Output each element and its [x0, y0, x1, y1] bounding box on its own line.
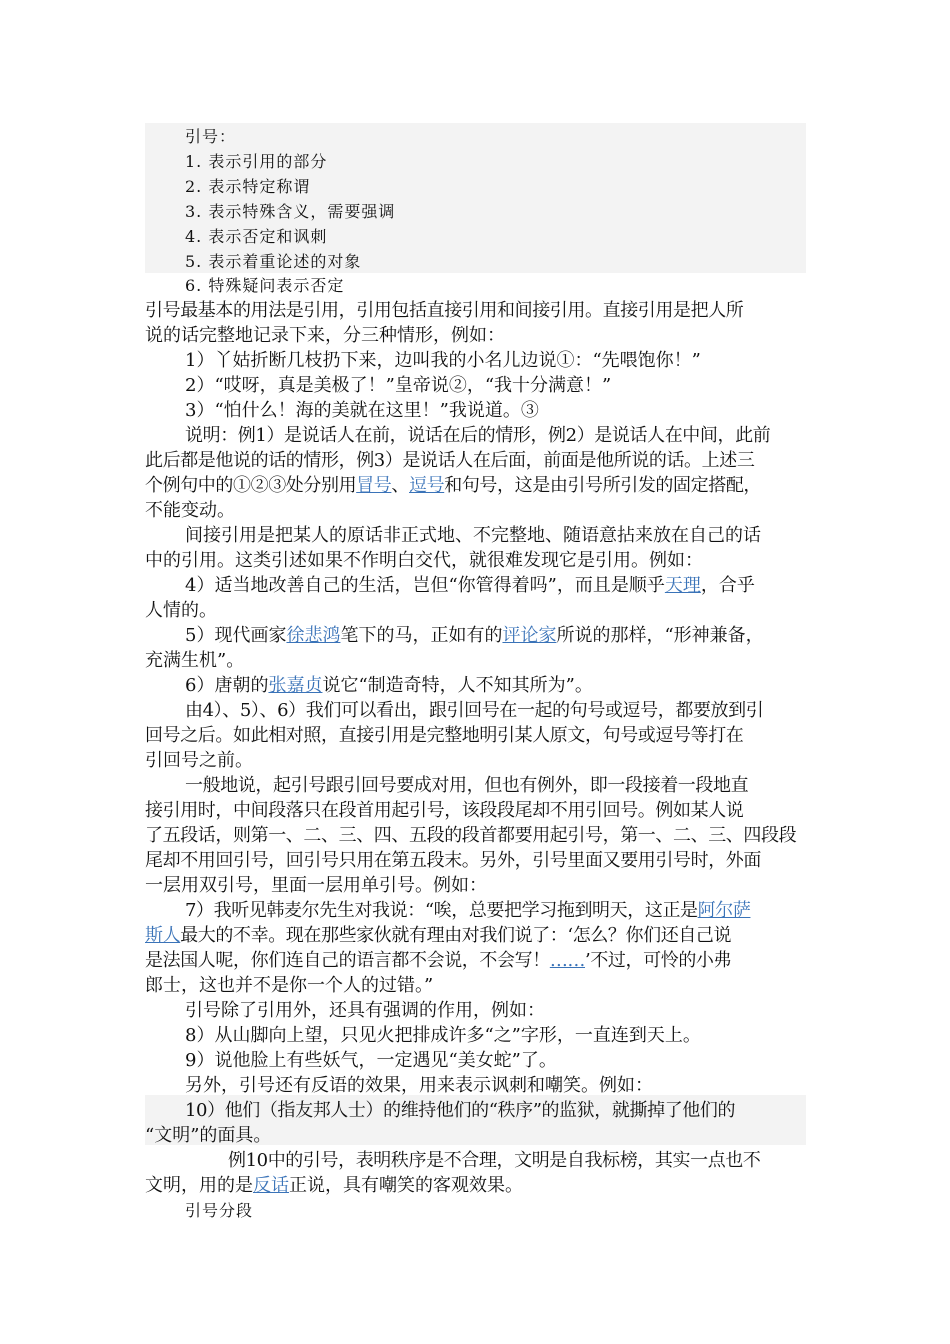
- text-segment: 6）唐朝的: [185, 675, 269, 696]
- example-line: 人情的。: [145, 600, 217, 621]
- paragraph-line: 另外，引号还有反语的效果，用来表示讽刺和嘲笑。例如：: [185, 1075, 653, 1096]
- link-zhang-jiazhen[interactable]: 张嘉贞: [268, 675, 323, 696]
- text-segment: 最大的不幸。现在那些家伙就有理由对我们说了：‘怎么？你们还自己说: [180, 925, 732, 946]
- text-segment: 、: [391, 475, 410, 496]
- text-segment: 文明，用的是: [145, 1175, 253, 1196]
- heading-item: 2. 表示特定称谓: [185, 177, 311, 196]
- heading-item: 6. 特殊疑问表示否定: [185, 276, 345, 295]
- example-line: 8）从山脚向上望，只见火把排成许多“之”字形，一直连到天上。: [185, 1025, 701, 1046]
- heading-title: 引号：: [185, 127, 237, 146]
- heading-item: 1. 表示引用的部分: [185, 152, 328, 171]
- section-footer: 引号分段: [185, 1201, 254, 1220]
- text-segment: 笔下的马，正如有的: [340, 625, 503, 646]
- text-segment: 5）现代画家: [185, 625, 287, 646]
- note-line: [145, 1173, 815, 1198]
- link-xu-beihong[interactable]: 徐悲鸿: [286, 625, 341, 646]
- paragraph-line: 间接引用是把某人的原话非正式地、不完整地、随语意拈来放在自己的话: [185, 525, 761, 546]
- example-line: 1）丫姑折断几枝扔下来，边叫我的小名儿边说①：“先喂饱你！”: [185, 350, 701, 371]
- link-critic[interactable]: 评论家: [502, 625, 557, 646]
- note-line: 此后都是他说的话的情形，例3）是说话人在后面，前面是他所说的话。上述三: [145, 450, 755, 471]
- text-segment: 4）适当地改善自己的生活，岂但“你管得着吗”，而且是顺乎: [185, 575, 665, 596]
- note-line: 例10中的引号，表明秩序是不合理，文明是自我标榜，其实一点也不: [228, 1150, 761, 1171]
- link-alsace-cont[interactable]: 斯人: [145, 925, 181, 946]
- paragraph-line: 了五段话，则第一、二、三、四、五段的段首都要用起引号，第一、二、三、四段段: [145, 825, 797, 846]
- text-segment: 正说，具有嘲笑的客观效果。: [289, 1175, 523, 1196]
- example-line: 9）说他脸上有些妖气，一定遇见“美女蛇”了。: [185, 1050, 557, 1071]
- text-segment: 和句号，这是由引号所引发的固定搭配，: [444, 475, 762, 496]
- link-comma[interactable]: 逗号: [409, 475, 445, 496]
- paragraph-line: 说的话完整地记录下来，分三种情形，例如：: [145, 325, 505, 346]
- link-tianli[interactable]: 天理: [664, 575, 701, 596]
- example-line: 3）“怕什么！海的美就在这里！”我说道。③: [185, 400, 539, 421]
- paragraph-line: 引号最基本的用法是引用，引用包括直接引用和间接引用。直接引用是把人所: [145, 300, 744, 321]
- link-irony[interactable]: 反话: [253, 1175, 289, 1196]
- example-line: [185, 573, 855, 598]
- paragraph-line: 回号之后。如此相对照，直接引用是完整地明引某人原文，句号或逗号等打在: [145, 725, 744, 746]
- heading-item: 4. 表示否定和讽刺: [185, 227, 328, 246]
- example-line: 充满生机”。: [145, 650, 245, 671]
- note-line: 不能变动。: [145, 500, 235, 521]
- paragraph-line: 一般地说，起引号跟引回号要成对用，但也有例外，即一段接着一段地直: [185, 775, 749, 796]
- note-line: 说明：例1）是说话人在前，说话在后的情形，例2）是说话人在中间，此前: [185, 425, 771, 446]
- example-line: [145, 948, 815, 973]
- paragraph-line: 一层用双引号，里面一层用单引号。例如：: [145, 875, 487, 896]
- heading-item: 5. 表示着重论述的对象: [185, 252, 362, 271]
- text-segment: 说它“制造奇特，人不知其所为”。: [322, 675, 593, 696]
- example-line: 郎士，这也并不是你一个人的过错。”: [145, 975, 434, 996]
- paragraph-line: 接引用时，中间段落只在段首用起引号，该段段尾却不用引回号。例如某人说: [145, 800, 744, 821]
- example-line: “文明”的面具。: [145, 1125, 272, 1146]
- text-segment: 7）我听见韩麦尔先生对我说：“唉，总要把学习拖到明天，这正是: [185, 900, 698, 921]
- example-line: [185, 623, 855, 648]
- example-line: 2）“哎呀，真是美极了！”皇帝说②，“我十分满意！”: [185, 375, 612, 396]
- example-line: [185, 673, 855, 698]
- note-line: [145, 473, 815, 498]
- text-segment: 个例句中的①②③处分别用: [145, 475, 357, 496]
- paragraph-line: 尾却不用回引号，回引号只用在第五段末。另外，引号里面又要用引号时，外面: [145, 850, 761, 871]
- heading-item: 3. 表示特殊含义，需要强调: [185, 202, 396, 221]
- text-segment: ’不过，可怜的小弗: [585, 950, 732, 971]
- example-line: [185, 898, 855, 923]
- link-alsace[interactable]: 阿尔萨: [697, 900, 751, 921]
- link-ellipsis[interactable]: ……: [549, 950, 586, 971]
- paragraph-line: 引号除了引用外，还具有强调的作用，例如：: [185, 1000, 545, 1021]
- text-segment: ，合乎: [700, 575, 755, 596]
- text-segment: 是法国人呢，你们连自己的语言都不会说，不会写！: [145, 950, 550, 971]
- example-line: [145, 923, 815, 948]
- paragraph-line: 中的引用。这类引述如果不作明白交代，就很难发现它是引用。例如：: [145, 550, 703, 571]
- text-segment: 所说的那样，“形神兼备，: [556, 625, 764, 646]
- link-colon[interactable]: 冒号: [356, 475, 392, 496]
- paragraph-line: 引回号之前。: [145, 750, 253, 771]
- paragraph-line: 由4）、5）、6）我们可以看出，跟引回号在一起的句号或逗号，都要放到引: [185, 700, 764, 721]
- example-line: 10）他们（指友邦人士）的维持他们的“秩序”的监狱，就撕掉了他们的: [185, 1100, 736, 1121]
